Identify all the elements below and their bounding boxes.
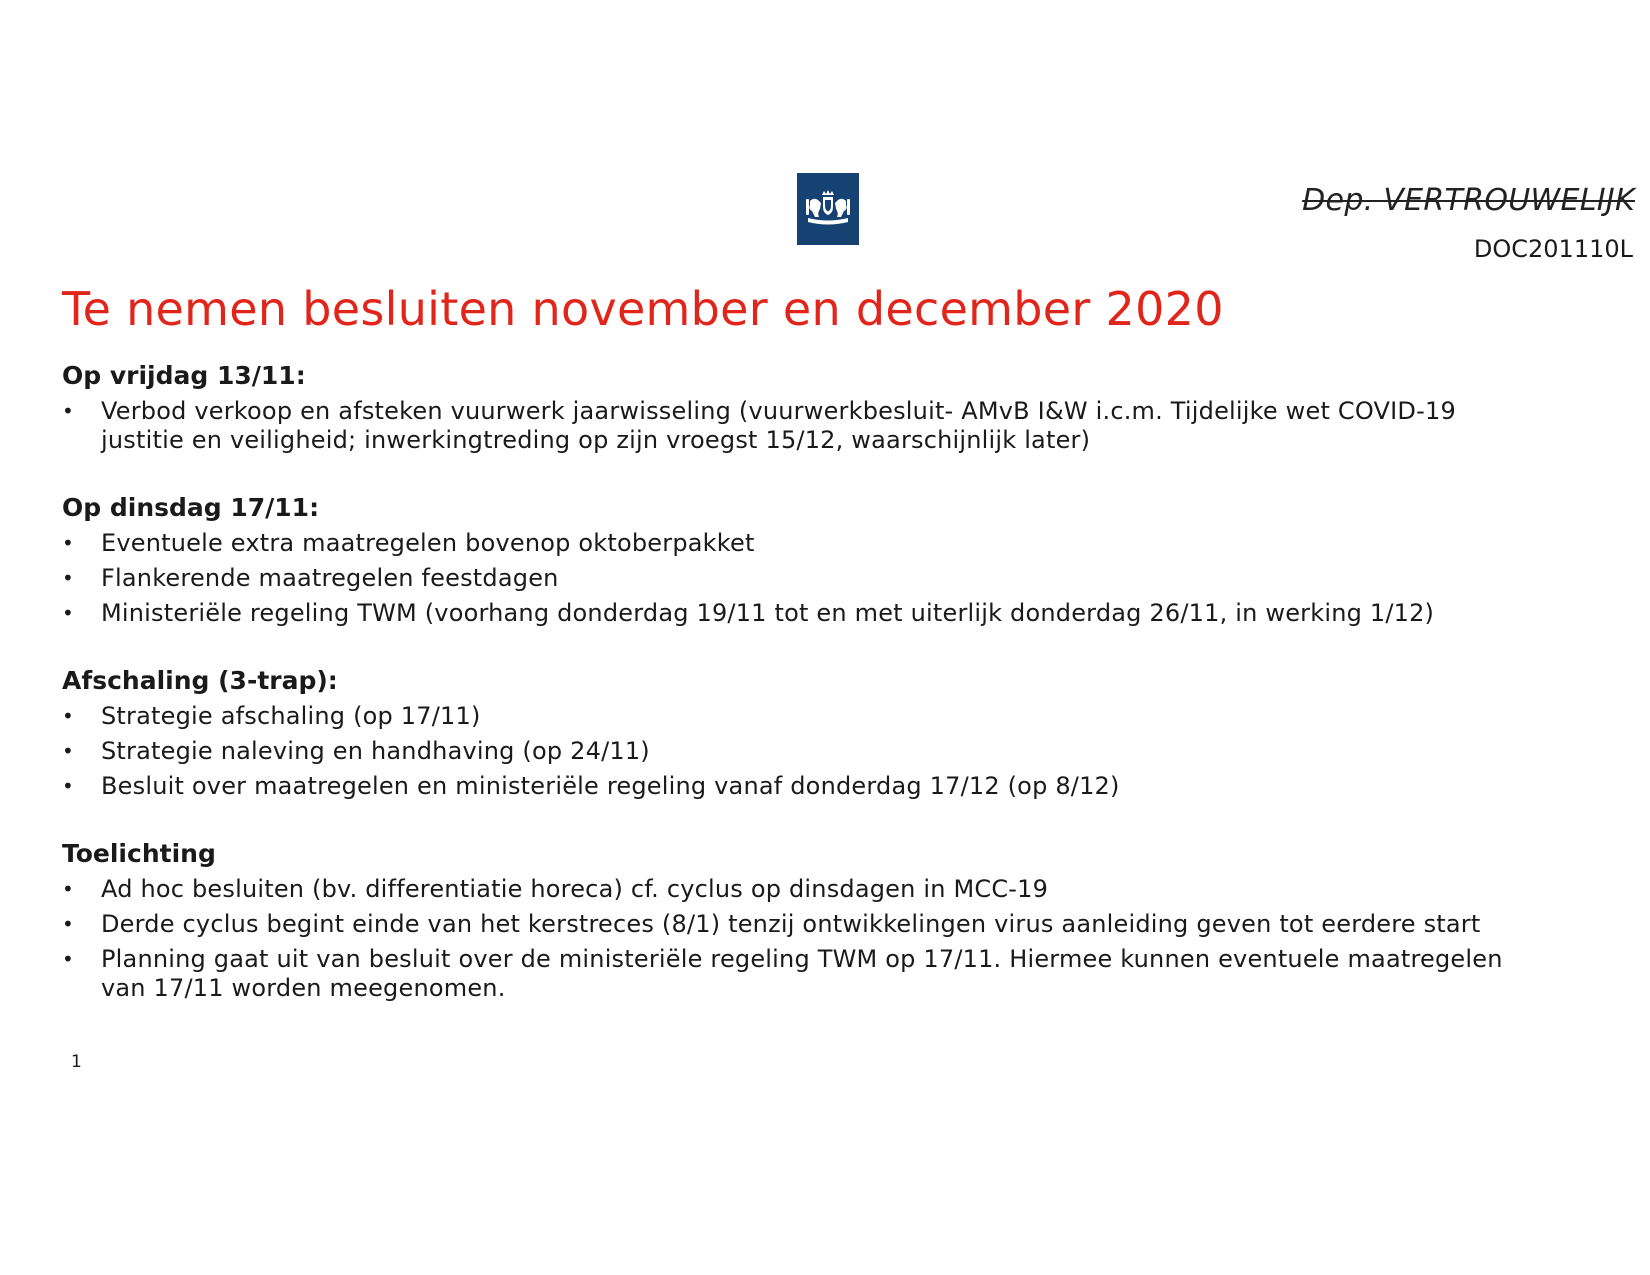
- bullet-list: [62, 875, 1542, 1003]
- section-heading: Toelichting: [62, 839, 216, 868]
- section-toelichting: [62, 838, 1542, 1003]
- list-item: [62, 564, 1542, 593]
- list-item-text: Eventuele extra maatregelen bovenop oktoberpakket: [101, 529, 755, 557]
- bullet-icon: •: [62, 566, 74, 590]
- section-heading: Op vrijdag 13/11:: [62, 361, 306, 390]
- bullet-icon: •: [62, 739, 74, 763]
- classification-label: Dep. VERTROUWELIJK: [1302, 183, 1635, 218]
- list-item-text: Strategie afschaling (op 17/11): [101, 702, 481, 730]
- bullet-icon: •: [62, 531, 74, 555]
- list-item-text: Ministeriële regeling TWM (voorhang donderdag 19/11 tot en met uiterlijk donderdag 26/11, in werking 1/12): [101, 599, 1435, 627]
- rijksoverheid-coat-of-arms-icon: [802, 187, 854, 231]
- list-item-text: Planning gaat uit van besluit over de ministeriële regeling TWM op 17/11. Hiermee kunnen eventuele maatregelen van 17/11 worden meegenomen.: [101, 945, 1503, 1002]
- page-title: Te nemen besluiten november en december 2020: [62, 282, 1224, 336]
- list-item: [62, 910, 1542, 939]
- page-number: 1: [71, 1052, 82, 1072]
- decision-list: [62, 360, 1542, 1040]
- list-item-text: Verbod verkoop en afsteken vuurwerk jaarwisseling (vuurwerkbesluit- AMvB I&W i.c.m. Tijdelijke wet COVID-19 justitie en veiligheid; inwerkingtreding op zijn vroegst 15/12, waarschijnlijk later): [101, 397, 1456, 454]
- bullet-icon: •: [62, 704, 74, 728]
- bullet-icon: •: [62, 399, 74, 423]
- bullet-icon: •: [62, 601, 74, 625]
- list-item: [62, 397, 1542, 455]
- section-heading: Op dinsdag 17/11:: [62, 493, 320, 522]
- list-item-text: Besluit over maatregelen en ministeriële regeling vanaf donderdag 17/12 (op 8/12): [101, 772, 1120, 800]
- bullet-icon: •: [62, 774, 74, 798]
- list-item-text: Flankerende maatregelen feestdagen: [101, 564, 559, 592]
- bullet-list: [62, 529, 1542, 628]
- bullet-icon: •: [62, 947, 74, 971]
- bullet-list: [62, 702, 1542, 801]
- section-heading: Afschaling (3-trap):: [62, 666, 338, 695]
- bullet-icon: •: [62, 912, 74, 936]
- bullet-icon: •: [62, 877, 74, 901]
- list-item-text: Derde cyclus begint einde van het kerstreces (8/1) tenzij ontwikkelingen virus aanleiding geven tot eerdere start: [101, 910, 1481, 938]
- list-item: [62, 772, 1542, 801]
- section-afschaling: [62, 665, 1542, 801]
- list-item: [62, 529, 1542, 558]
- list-item: [62, 945, 1542, 1003]
- list-item: [62, 599, 1542, 628]
- document-code: DOC201110L: [1473, 235, 1633, 263]
- section-friday-13-11: [62, 360, 1542, 455]
- section-tuesday-17-11: [62, 492, 1542, 628]
- list-item: [62, 875, 1542, 904]
- list-item: [62, 702, 1542, 731]
- rijksoverheid-logo: [797, 173, 859, 245]
- list-item-text: Ad hoc besluiten (bv. differentiatie horeca) cf. cyclus op dinsdagen in MCC-19: [101, 875, 1049, 903]
- list-item: [62, 737, 1542, 766]
- bullet-list: [62, 397, 1542, 455]
- list-item-text: Strategie naleving en handhaving (op 24/11): [101, 737, 650, 765]
